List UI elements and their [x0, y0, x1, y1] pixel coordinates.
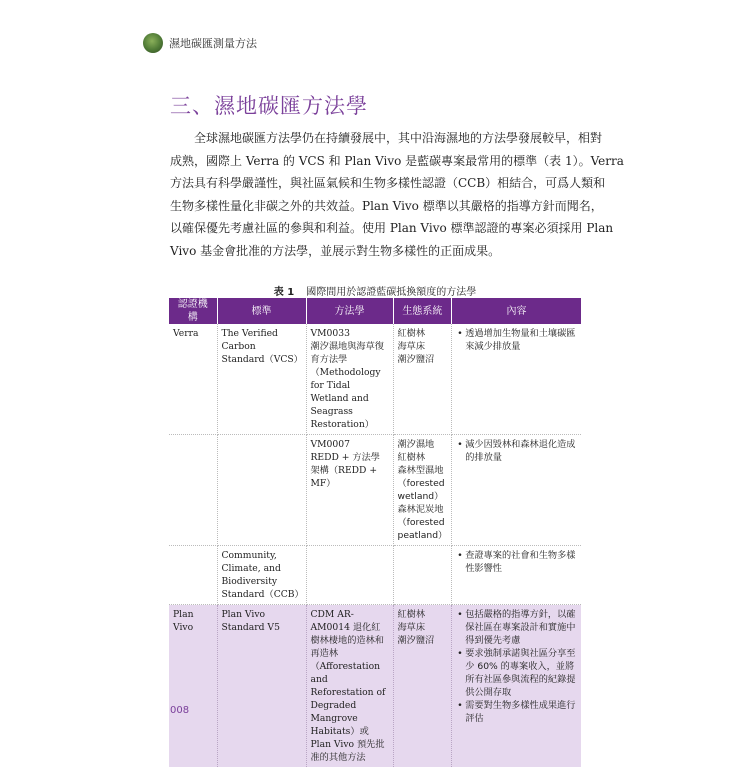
chapter-logo-icon	[143, 33, 163, 53]
cell-standard: Community, Climate, and Biodiversity Standard（CCB）	[217, 546, 306, 605]
cell-method: VM0007 REDD + 方法學架構（REDD + MF）	[306, 435, 393, 546]
content-bullet: • 包括嚴格的指導方針，以確保社區在專案設計和實施中得到優先考慮	[465, 608, 577, 647]
table-row	[169, 324, 581, 435]
table-header-row	[169, 298, 581, 324]
cell-ecosystem	[393, 546, 452, 605]
cell-standard: Plan Vivo Standard V5	[217, 605, 306, 768]
cell-ecosystem: 紅樹林 海草床 潮汐鹽沼	[393, 324, 452, 435]
cell-ecosystem: 紅樹林 海草床 潮汐鹽沼	[393, 605, 452, 768]
running-header	[143, 32, 257, 54]
paragraph-line: 以確保優先考慮社區的參與和利益。使用 Plan Vivo 標準認證的專案必須採用 Plan	[170, 221, 614, 235]
cell-agency	[169, 435, 217, 546]
cell-content	[452, 546, 581, 605]
cell-method: VM0033 潮汐濕地與海草復育方法學（Methodology for Tidal Wetland and Seagrass Restoration）	[306, 324, 393, 435]
content-bullet: • 要求強制承諾與社區分享至少 60% 的專案收入，並將所有社區參與流程的紀錄提供公開存取	[465, 647, 577, 699]
page-number: 008	[170, 705, 190, 716]
column-header: 內容	[452, 298, 581, 324]
paragraph-line: 生物多樣性量化非碳之外的共效益。Plan Vivo 標準以其嚴格的指導方針而聞名，	[170, 198, 603, 213]
cell-agency	[169, 546, 217, 605]
header-title: 濕地碳匯測量方法	[169, 37, 257, 50]
table-row	[169, 546, 581, 605]
content-bullet: • 減少因毀林和森林退化造成的排放量	[465, 438, 577, 464]
cell-agency: Verra	[169, 324, 217, 435]
section-title: 三、濕地碳匯方法學	[170, 94, 368, 118]
cell-agency: Plan Vivo	[169, 605, 217, 768]
cell-method: CDM AR-AM0014 退化紅樹林棲地的造林和再造林（Afforestation and Reforestation of Degraded Mangrove Habitats）或 Plan Vivo 預先批准的其他方法	[306, 605, 393, 768]
table-caption	[0, 283, 750, 298]
column-header: 標準	[217, 298, 306, 324]
content-bullet: • 需要對生物多樣性成果進行評估	[465, 699, 577, 725]
paragraph-line: Vivo 基金會批准的方法學，並展示對生物多樣性的正面成果。	[170, 243, 501, 258]
cell-standard: The Verified Carbon Standard（VCS）	[217, 324, 306, 435]
column-header: 生態系統	[393, 298, 452, 324]
paragraph-line: 成熟，國際上 Verra 的 VCS 和 Plan Vivo 是藍碳專案最常用的標準（表 1）。Verra	[170, 153, 624, 168]
table-row	[169, 435, 581, 546]
table-caption-label: 表 1	[273, 287, 295, 298]
content-bullet: • 查證專案的社會和生物多樣性影響性	[465, 549, 577, 575]
methodology-table	[169, 298, 581, 768]
paragraph-line: 方法具有科學嚴謹性，與社區氣候和生物多樣性認證（CCB）相結合，可爲人類和	[170, 176, 606, 190]
table-row	[169, 605, 581, 768]
table-caption-text: 國際間用於認證藍碳抵換額度的方法學	[306, 287, 477, 298]
cell-standard	[217, 435, 306, 546]
column-header: 認證機構	[169, 298, 217, 324]
cell-ecosystem: 潮汐濕地 紅樹林 森林型濕地（forested wetland） 森林泥炭地（forested peatland）	[393, 435, 452, 546]
content-bullet: • 透過增加生物量和土壤碳匯來減少排放量	[465, 327, 577, 353]
cell-content	[452, 435, 581, 546]
paragraph-line: 全球濕地碳匯方法學仍在持續發展中，其中沿海濕地的方法學發展較早，相對	[194, 131, 603, 145]
cell-content	[452, 324, 581, 435]
body-paragraph	[170, 127, 624, 262]
cell-content	[452, 605, 581, 768]
cell-method	[306, 546, 393, 605]
column-header: 方法學	[306, 298, 393, 324]
